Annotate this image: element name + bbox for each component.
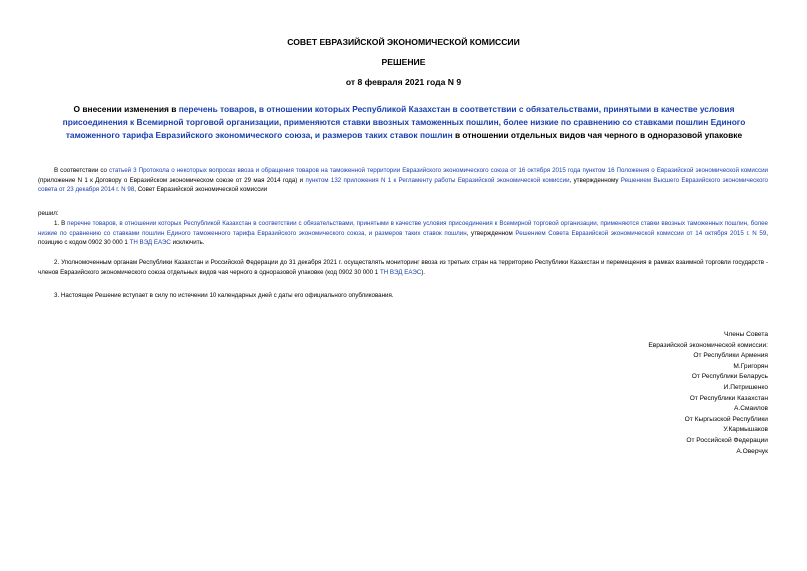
regulation-point-link[interactable]: пунктом 16 Положения о Евразийской экономической комиссии	[582, 167, 768, 174]
preamble-paragraph	[38, 166, 768, 195]
preamble-text: , Совет Евразийской экономической комиссии	[134, 186, 268, 193]
goods-list-link[interactable]: перечне товаров, в отношении которых Республикой Казахстан в соответствии с обязательствами, принятыми в качестве условия присоединения к Всемирной торговой организации, применяются ставки ввозных таможенных пошлин, более низкие по сравнению со ставками пошлин Единого таможенного тарифа Евразийского экономического союза, и размеров таких ставок пошлин	[38, 220, 768, 237]
tn-ved-link[interactable]: ТН ВЭД ЕАЭС	[129, 239, 171, 246]
decided-label: решил:	[38, 210, 59, 217]
tn-ved-link[interactable]: ТН ВЭД ЕАЭС	[379, 268, 422, 276]
commission-decision-link[interactable]: Решением Совета Евразийской экономической комиссии от 14 октября 2015 г. N 59	[515, 229, 767, 237]
signature-line: А.Оверчук	[736, 447, 768, 455]
protocol-link[interactable]: статьей 3 Протокола о некоторых вопросах ввоза и обращения товаров на таможенной территории Евразийского экономического союза от 16 октября 2015 года	[109, 167, 581, 174]
item-2-paragraph: 2. Уполномоченным органам Республики Казахстан и Российской Федерации до 31 декабря 2021 г. осуществлять мониторинг ввоза из третьих стран на территорию Республики Казахстан и перемещения в рамках взаимной торговли государств - членов Евразийского экономического союза отдельных видов чая черного в одноразовой упаковке (код 0902 30 000 1 ТН ВЭД ЕАЭС).	[38, 259, 768, 276]
document-date-number: от 8 февраля 2021 года N 9	[345, 77, 462, 87]
supreme-council-decision-link[interactable]: Решением Высшего Евразийского экономического совета от 23 декабря 2014 г. N 98	[38, 176, 768, 193]
signature-line: Евразийской экономической комиссии:	[648, 341, 768, 349]
signature-line: А.Смаилов	[734, 405, 768, 413]
preamble-text: , утвержденному	[569, 176, 621, 184]
preamble-text: В соответствии со	[54, 167, 109, 174]
signature-line: От Республики Казахстан	[689, 394, 768, 402]
item-3-paragraph: 3. Настоящее Решение вступает в силу по истечении 10 календарных дней с даты его официального опубликования.	[54, 292, 394, 299]
signature-line: От Республики Армения	[693, 352, 768, 360]
signature-line: И.Петришенко	[723, 383, 768, 391]
item-1-paragraph: 1. В перечне товаров, в отношении которых Республикой Казахстан в соответствии с обязательствами, принятыми в качестве условия присоединения к Всемирной торговой организации, применяются ставки ввозных таможенных пошлин, более низкие по сравнению со ставками пошлин Единого таможенного тарифа Евразийского экономического союза, и размеров таких ставок пошлин, утвержденном Решением Совета Евразийской экономической комиссии от 14 октября 2015 г. N 59, позицию с кодом 0902 30 000 1 ТН ВЭД ЕАЭС исключить.	[38, 220, 769, 246]
title-link[interactable]: перечень товаров, в отношении которых Республикой Казахстан в соответствии с обязательствами, принятыми в качестве условия присоединения к Всемирной торговой организации, применяются ставки ввозных таможенных пошлин, более низкие по сравнению со ставками пошлин Единого таможенного тарифа Евразийского экономического союза, и размеров таких ставок пошлин	[62, 104, 746, 140]
document-type: РЕШЕНИЕ	[381, 57, 426, 67]
title-text-end: в отношении отдельных видов чая черного в одноразовой упаковке	[452, 130, 743, 140]
signatures-block	[648, 330, 768, 457]
rules-link[interactable]: пунктом 132 приложения N 1 к Регламенту работы Евразийской экономической комиссии	[305, 176, 570, 184]
document-title	[52, 103, 756, 142]
signature-line: М.Григорян	[733, 362, 768, 370]
title-text: О внесении изменения в	[73, 104, 179, 114]
signature-line: От Российской Федерации	[686, 436, 768, 444]
signature-line: От Кыргызской Республики	[684, 415, 768, 423]
council-heading: СОВЕТ ЕВРАЗИЙСКОЙ ЭКОНОМИЧЕСКОЙ КОМИССИИ	[287, 37, 520, 47]
signature-line: От Республики Беларусь	[691, 373, 768, 381]
signature-line: У.Кармышаков	[723, 426, 768, 434]
preamble-text: (приложение N 1 к Договору о Евразийском экономическом союзе от 29 мая 2014 года) и	[38, 176, 306, 184]
signature-line: Члены Совета	[723, 331, 768, 338]
